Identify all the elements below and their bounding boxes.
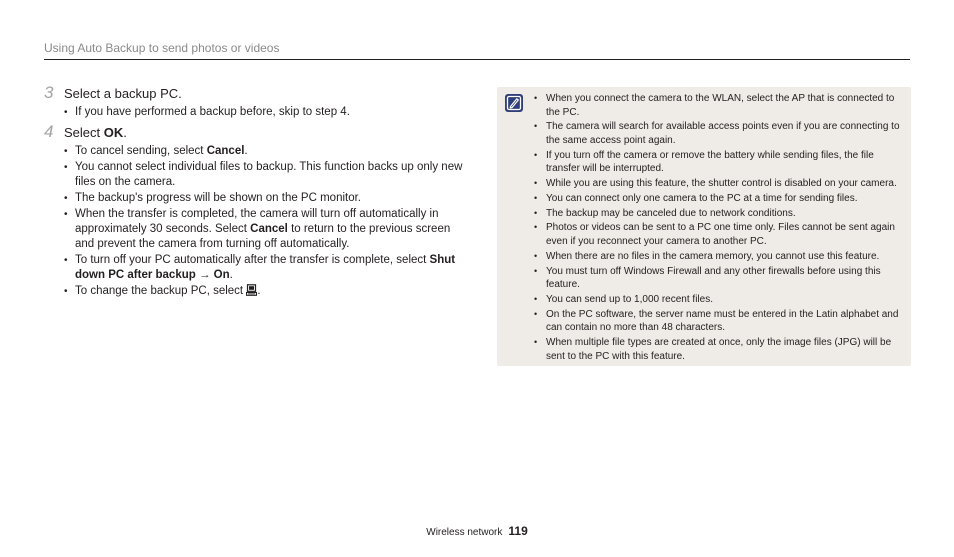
header-rule	[44, 59, 910, 60]
note-item: • You must turn off Windows Firewall and any other firewalls before using this feature.	[534, 265, 904, 292]
note-item: • While you are using this feature, the shutter control is disabled on your camera.	[534, 177, 904, 191]
note-pencil-icon	[505, 94, 523, 112]
bullet-bold: Cancel	[206, 145, 245, 157]
step-title-prefix: Select	[64, 125, 104, 140]
header-title: Using Auto Backup to send photos or videos	[44, 41, 280, 55]
page-number: 119	[508, 524, 528, 538]
bullet-text: .	[257, 285, 261, 297]
note-item: • When you connect the camera to the WLAN, select the AP that is connected to the PC.	[534, 92, 904, 119]
note-item: • Photos or videos can be sent to a PC one time only. Files cannot be sent again even if you reconnect your camera to another PC.	[534, 221, 904, 248]
bullet-item	[64, 207, 464, 252]
step-4-bullets	[64, 144, 464, 299]
bullet-text: To change the backup PC, select	[75, 285, 247, 297]
step-title	[64, 124, 464, 141]
bullet-item: • If you have performed a backup before, skip to step 4.	[64, 105, 464, 120]
step-number: 3	[44, 83, 54, 102]
footer-section: Wireless network	[426, 527, 503, 538]
bullet-item: • The backup's progress will be shown on the PC monitor.	[64, 191, 464, 206]
bullet-bold: Shut down PC after backup	[75, 254, 456, 281]
bullet-text: To turn off your PC automatically after the transfer is complete, select	[75, 254, 430, 266]
bullet-text: .	[229, 269, 233, 281]
note-item: • When there are no files in the camera memory, you cannot use this feature.	[534, 250, 904, 264]
bullet-item	[64, 284, 464, 299]
note-item: • If you turn off the camera or remove the battery while sending files, the file transfer will be interrupted.	[534, 149, 904, 176]
steps-column	[44, 85, 464, 303]
note-box	[497, 87, 911, 366]
bullet-text: to return to the previous screen and prevent the camera from turning off automatically.	[75, 223, 451, 250]
bullet-text: .	[244, 145, 248, 157]
page-footer	[0, 524, 954, 538]
note-item: • On the PC software, the server name must be entered in the Latin alphabet and can contain no more than 48 characters.	[534, 308, 904, 335]
note-list	[534, 92, 904, 365]
step-title-suffix: .	[123, 125, 127, 140]
step-3	[44, 85, 464, 120]
arrow-glyph: →	[195, 269, 214, 281]
note-item: • The backup may be canceled due to network conditions.	[534, 207, 904, 221]
step-number: 4	[44, 122, 54, 141]
note-item: • The camera will search for available access points even if you are connecting to the same access point again.	[534, 120, 904, 147]
pc-icon	[246, 284, 257, 296]
step-title: Select a backup PC.	[64, 86, 182, 101]
step-3-bullets	[64, 105, 464, 120]
bullet-text: To cancel sending, select	[75, 145, 207, 157]
note-item: • You can send up to 1,000 recent files.	[534, 293, 904, 307]
bullet-bold: On	[213, 269, 230, 281]
bullet-bold: Cancel	[250, 223, 288, 235]
bullet-item	[64, 253, 464, 283]
bullet-text: When the transfer is completed, the camera will turn off automatically in approximately 30 seconds. Select	[75, 208, 439, 235]
step-title-bold: OK	[103, 125, 124, 140]
bullet-item	[64, 144, 464, 159]
note-item: • When multiple file types are created at once, only the image files (JPG) will be sent to the PC with this feature.	[534, 336, 904, 363]
note-item: • You can connect only one camera to the PC at a time for sending files.	[534, 192, 904, 206]
step-4	[44, 124, 464, 299]
bullet-item: • You cannot select individual files to backup. This function backs up only new files on the camera.	[64, 160, 464, 190]
